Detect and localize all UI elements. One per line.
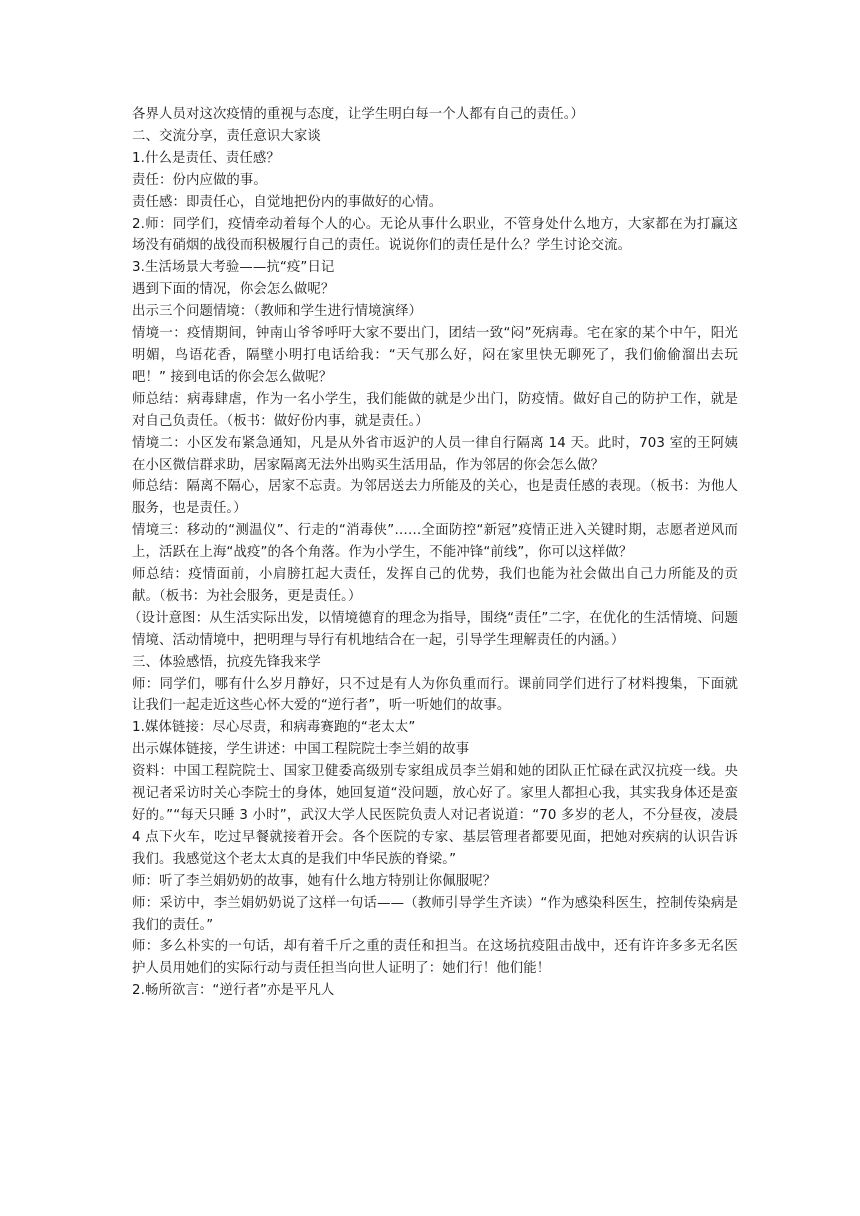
scenario-three-summary: 师总结：疫情面前，小肩膀扛起大责任，发挥自己的优势，我们也能为社会做出自己力所能及的贡献。（板书：为社会服务，更是责任。） bbox=[132, 567, 738, 604]
media-link-intro: 出示媒体链接，学生讲述：中国工程院院士李兰娟的故事 bbox=[132, 742, 470, 758]
subheading-what-is-responsibility: 1.什么是责任、责任感？ bbox=[132, 150, 280, 166]
scenario-one-summary: 师总结：病毒肆虐，作为一名小学生，我们能做的就是少出门，防疫情。做好自己的防护工作，就是对自己负责任。（板书：做好份内事，就是责任。） bbox=[132, 391, 738, 429]
paragraph-design-intent-end: 各界人员对这次疫情的重视与态度，让学生明白每一个人都有自己的责任。） bbox=[132, 107, 584, 122]
scenario-one: 情境一：疫情期间，钟南山爷爷呼吁大家不要出门，团结一致“闷”死病毒。宅在家的某个中午，阳光明媚，鸟语花香，隔壁小明打电话给我：“天气那么好，闷在家里快无聊死了，我们偷偷溜出去玩吧！” 接到电话的你会怎么做呢？ bbox=[132, 326, 738, 385]
teacher-discussion-paragraph: 2.师：同学们，疫情牵动着每个人的心。无论从事什么职业，不管身处什么地方，大家都在为打赢这场没有硝烟的战役而积极履行自己的责任。说说你们的责任是什么？学生讨论交流。 bbox=[132, 216, 738, 254]
scenario-three: 情境三：移动的“测温仪”、行走的“消毒侠”……全面防控“新冠”疫情正进入关键时期，志愿者逆风而上，活跃在上海“战疫”的各个角落。作为小学生，不能冲锋“前线”，你可以这样做？ bbox=[132, 523, 738, 561]
section-heading-2: 二、交流分享，责任意识大家谈 bbox=[132, 128, 321, 144]
teacher-quote: 师：采访中，李兰娟奶奶说了这样一句话——（教师引导学生齐读）“作为感染科医生，控制传染病是我们的责任。” bbox=[132, 895, 738, 933]
document-body bbox=[128, 104, 738, 1002]
scenario-two-summary: 师总结：隔离不隔心，居家不忘责。为邻居送去力所能及的关心，也是责任感的表现。（板书：为他人服务，也是责任。） bbox=[132, 479, 738, 517]
subheading-life-scenario: 3.生活场景大考验——抗“疫”日记 bbox=[132, 260, 335, 276]
material-paragraph: 资料：中国工程院院士、国家卫健委高级别专家组成员李兰娟和她的团队正忙碌在武汉抗疫一线。央视记者采访时关心李院士的身体，她回复道“没问题，放心好了。家里人都担心我，其实我身体还是蛮好的。”“每天只睡 3 小时”，武汉大学人民医院负责人对记者说道：“70 多岁的老人，不分昼夜，凌晨 4 点下火车，吃过早餐就接着开会。各个医院的专家、基层管理者都要见面，把她对疾病的认识告诉我们。我感觉这个老太太真的是我们中华民族的脊梁。” bbox=[132, 764, 738, 867]
scenario-two: 情境二：小区发布紧急通知，凡是从外省市返沪的人员一律自行隔离 14 天。此时，703 室的王阿姨在小区微信群求助，居家隔离无法外出购买生活用品，作为邻居的你会怎么做？ bbox=[132, 435, 738, 473]
definition-responsibility: 责任：份内应做的事。 bbox=[132, 172, 267, 188]
section-heading-3: 三、体验感悟，抗疫先锋我来学 bbox=[132, 654, 321, 670]
subheading-media-link: 1.媒体链接：尽心尽责，和病毒赛跑的“老太太” bbox=[132, 720, 416, 736]
scenario-intro: 出示三个问题情境：（教师和学生进行情境演绎） bbox=[132, 304, 423, 320]
scenario-question: 遇到下面的情况，你会怎么做呢？ bbox=[132, 282, 335, 298]
teacher-question: 师：听了李兰娟奶奶的故事，她有什么地方特别让你佩服呢？ bbox=[132, 873, 497, 889]
teacher-reflection: 师：多么朴实的一句话，却有着千斤之重的责任和担当。在这场抗疫阻击战中，还有许许多多无名医护人员用她们的实际行动与责任担当向世人证明了：她们行！他们能！ bbox=[132, 939, 738, 977]
design-intent-paragraph: （设计意图：从生活实际出发，以情境德育的理念为指导，围绕“责任”二字，在优化的生活情境、问题情境、活动情境中，把明理与导行有机地结合在一起，引导学生理解责任的内涵。） bbox=[128, 610, 738, 648]
subheading-speak-freely: 2.畅所欲言：“逆行者”亦是平凡人 bbox=[132, 983, 335, 999]
definition-sense-of-responsibility: 责任感：即责任心，自觉地把份内的事做好的心情。 bbox=[132, 194, 443, 210]
teacher-intro-stories: 师：同学们，哪有什么岁月静好，只不过是有人为你负重而行。课前同学们进行了材料搜集，下面就让我们一起走近这些心怀大爱的“逆行者”，听一听她们的故事。 bbox=[132, 676, 738, 714]
